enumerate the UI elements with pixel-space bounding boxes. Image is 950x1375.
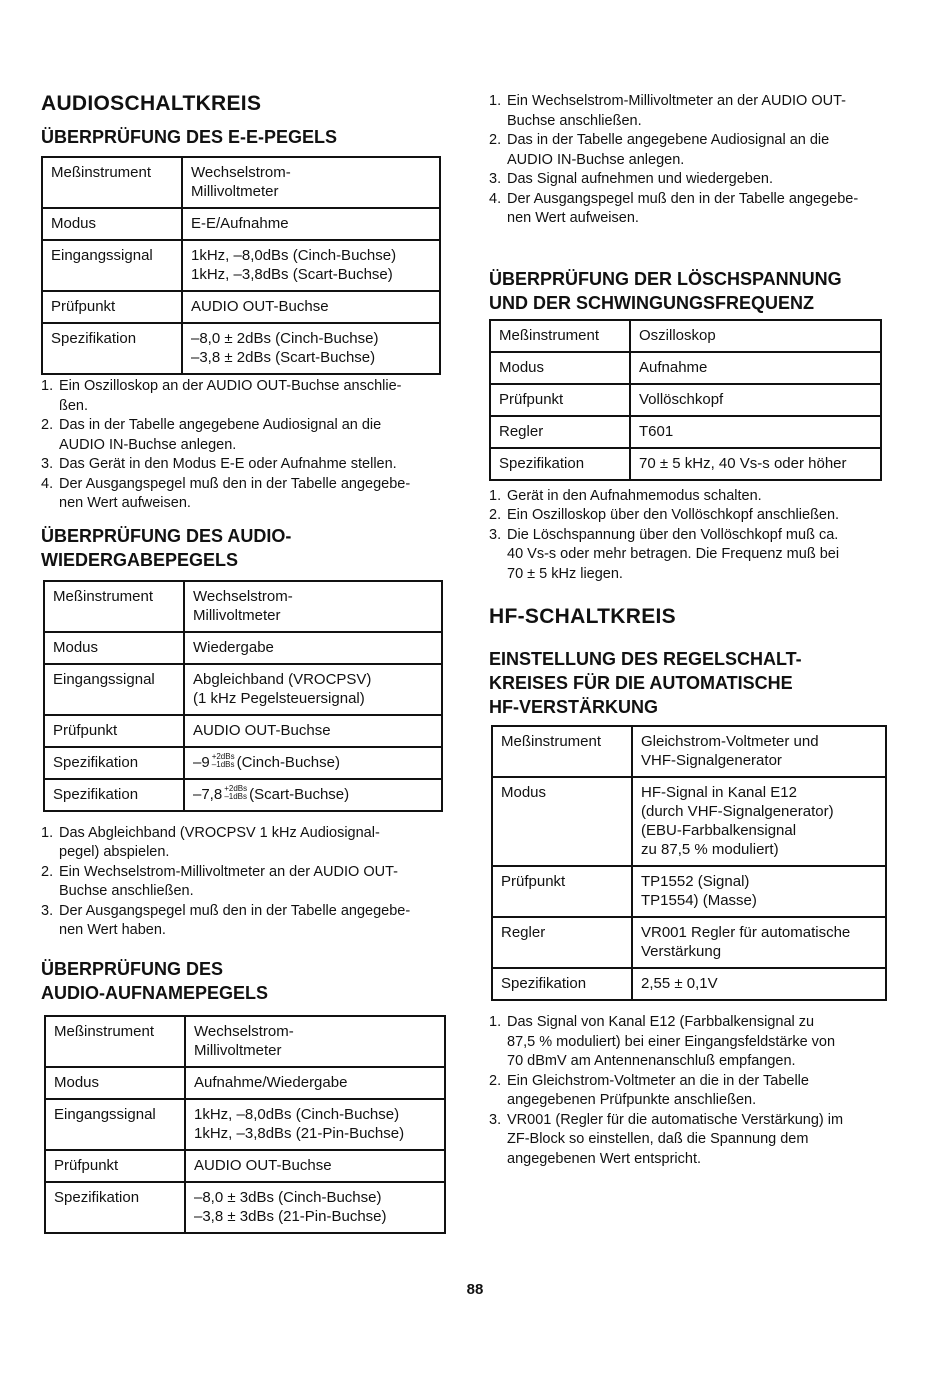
table-record-level (44, 1015, 446, 1234)
table-value: Oszilloskop (630, 320, 881, 352)
table-row (45, 1182, 445, 1233)
list-item: 4. Der Ausgangspegel muß den in der Tabelle angegebe- nen Wert aufweisen. (489, 190, 859, 226)
table-key: Meßinstrument (45, 1016, 185, 1067)
table-value: AUDIO OUT-Buchse (184, 715, 442, 747)
table-key: Prüfpunkt (42, 291, 182, 323)
table-row (42, 240, 440, 291)
table-row (490, 448, 881, 480)
list-item: 2. Das in der Tabelle angegebene Audiosignal an die AUDIO IN-Buchse anlegen. (41, 417, 382, 453)
table-key: Regler (492, 917, 632, 968)
table-key: Modus (490, 352, 630, 384)
table-value: –7,8 +2dBs –1dBs (Scart-Buchse) (184, 779, 442, 811)
table-key: Meßinstrument (42, 157, 182, 208)
table-key: Modus (45, 1067, 185, 1099)
table-key: Prüfpunkt (492, 866, 632, 917)
table-key: Prüfpunkt (44, 715, 184, 747)
tolerance-stack: +2dBs –1dBs (211, 751, 235, 769)
table-row (490, 352, 881, 384)
table-value: VR001 Regler für automatische Verstärkung (632, 917, 886, 968)
list-item: 1. Ein Oszilloskop an der AUDIO OUT-Buchse anschlie- ßen. (41, 378, 402, 414)
table-key: Modus (44, 632, 184, 664)
table-row (44, 779, 442, 811)
table-ee-level (41, 156, 441, 375)
table-key: Spezifikation (42, 323, 182, 374)
table-row (44, 747, 442, 779)
table-value: AUDIO OUT-Buchse (185, 1150, 445, 1182)
list-item: 2. Ein Oszilloskop über den Vollöschkopf anschließen. (489, 507, 840, 523)
list-item: 3. Das Signal aufnehmen und wiedergeben. (489, 171, 774, 187)
section-title-hf: HF-SCHALTKREIS (489, 605, 676, 628)
table-value: –9 +2dBs –1dBs (Cinch-Buchse) (184, 747, 442, 779)
section-title-audio: AUDIOSCHALTKREIS (41, 92, 262, 115)
table-row (42, 291, 440, 323)
heading-erase-voltage: ÜBERPRÜFUNG DER LÖSCHSPANNUNG UND DER SCHWINGUNGSFREQUENZ (489, 268, 842, 313)
steps-playback-level (41, 824, 446, 941)
table-value: Wechselstrom- Millivoltmeter (185, 1016, 445, 1067)
table-row (490, 320, 881, 352)
table-key: Prüfpunkt (45, 1150, 185, 1182)
table-key: Eingangssignal (42, 240, 182, 291)
table-value: 1kHz, –8,0dBs (Cinch-Buchse) 1kHz, –3,8dBs (21-Pin-Buchse) (185, 1099, 445, 1150)
table-value: E-E/Aufnahme (182, 208, 440, 240)
table-value: Wiedergabe (184, 632, 442, 664)
table-row (45, 1016, 445, 1067)
steps-record-level (489, 92, 889, 229)
table-value: –8,0 ± 3dBs (Cinch-Buchse) –3,8 ± 3dBs (21-Pin-Buchse) (185, 1182, 445, 1233)
table-value: –8,0 ± 2dBs (Cinch-Buchse) –3,8 ± 2dBs (Scart-Buchse) (182, 323, 440, 374)
table-row (45, 1067, 445, 1099)
table-row (492, 917, 886, 968)
right-column (489, 92, 889, 1169)
table-row (44, 715, 442, 747)
table-key: Spezifikation (44, 747, 184, 779)
list-item: 1. Das Abgleichband (VROCPSV 1 kHz Audiosignal- pegel) abspielen. (41, 824, 380, 860)
table-key: Spezifikation (45, 1182, 185, 1233)
table-value: 70 ± 5 kHz, 40 Vs-s oder höher (630, 448, 881, 480)
table-value: AUDIO OUT-Buchse (182, 291, 440, 323)
table-row (492, 726, 886, 777)
page-number: 88 (466, 1281, 484, 1298)
heading-playback-level: ÜBERPRÜFUNG DES AUDIO- WIEDERGABEPEGELS (41, 525, 292, 570)
heading-agc-adjust: EINSTELLUNG DES REGELSCHALT- KREISES FÜR DIE AUTOMATISCHE HF-VERSTÄRKUNG (489, 649, 802, 717)
list-item: 1. Das Signal von Kanal E12 (Farbbalkensignal zu 87,5 % moduliert) bei einer Eingangsfeldstärke von 70 dBmV am Antennenanschluß empfangen. (489, 1014, 836, 1069)
steps-agc-adjust (489, 1013, 887, 1169)
table-row (44, 664, 442, 715)
table-key: Eingangssignal (45, 1099, 185, 1150)
list-item: 3. Das Gerät in den Modus E-E oder Aufnahme stellen. (41, 456, 397, 472)
table-key: Eingangssignal (44, 664, 184, 715)
table-value: 1kHz, –8,0dBs (Cinch-Buchse) 1kHz, –3,8dBs (Scart-Buchse) (182, 240, 440, 291)
list-item: 4. Der Ausgangspegel muß den in der Tabelle angegebe- nen Wert aufweisen. (41, 475, 411, 511)
table-value: Abgleichband (VROCPSV) (1 kHz Pegelsteuersignal) (184, 664, 442, 715)
table-key: Regler (490, 416, 630, 448)
table-value: 2,55 ± 0,1V (632, 968, 886, 1000)
table-row (42, 323, 440, 374)
list-item: 2. Das in der Tabelle angegebene Audiosignal an die AUDIO IN-Buchse anlegen. (489, 132, 830, 168)
tolerance-stack: +2dBs –1dBs (224, 783, 248, 801)
table-value: Aufnahme/Wiedergabe (185, 1067, 445, 1099)
table-row (42, 157, 440, 208)
table-value: Wechselstrom- Millivoltmeter (184, 581, 442, 632)
table-agc-adjust (491, 725, 887, 1001)
table-value: HF-Signal in Kanal E12 (durch VHF-Signalgenerator) (EBU-Farbbalkensignal zu 87,5 % moduliert) (632, 777, 886, 866)
list-item: 3. Die Löschspannung über den Vollöschkopf muß ca. 40 Vs-s oder mehr betragen. Die Frequenz muß bei 70 ± 5 kHz liegen. (489, 526, 840, 582)
table-key: Spezifikation (492, 968, 632, 1000)
table-key: Meßinstrument (492, 726, 632, 777)
steps-ee-level (41, 377, 446, 514)
table-row (42, 208, 440, 240)
list-item: 1. Ein Wechselstrom-Millivoltmeter an der AUDIO OUT- Buchse anschließen. (489, 93, 846, 129)
table-row (490, 384, 881, 416)
heading-ee-level: ÜBERPRÜFUNG DES E-E-PEGELS (41, 127, 338, 147)
table-value: TP1552 (Signal) TP1554) (Masse) (632, 866, 886, 917)
table-row (44, 581, 442, 632)
table-key: Modus (492, 777, 632, 866)
table-key: Prüfpunkt (490, 384, 630, 416)
table-row (45, 1150, 445, 1182)
list-item: 3. Der Ausgangspegel muß den in der Tabelle angegebe- nen Wert haben. (41, 902, 411, 938)
table-row (492, 968, 886, 1000)
table-value: Wechselstrom- Millivoltmeter (182, 157, 440, 208)
list-item: 2. Ein Gleichstrom-Voltmeter an die in der Tabelle angegebenen Prüfpunkte anschließen. (489, 1072, 809, 1108)
table-row (490, 416, 881, 448)
table-value: Gleichstrom-Voltmeter und VHF-Signalgenerator (632, 726, 886, 777)
heading-record-level: ÜBERPRÜFUNG DES AUDIO-AUFNAMEPEGELS (41, 958, 269, 1003)
table-value: Aufnahme (630, 352, 881, 384)
list-item: 3. VR001 (Regler für die automatische Verstärkung) im ZF-Block so einstellen, daß die Spannung dem angegebenen Wert entspricht. (489, 1111, 844, 1167)
table-row (492, 777, 886, 866)
list-item: 1. Gerät in den Aufnahmemodus schalten. (489, 487, 762, 504)
table-playback-level (43, 580, 443, 812)
table-key: Spezifikation (44, 779, 184, 811)
table-erase-voltage (489, 319, 882, 481)
left-column (41, 92, 446, 1234)
table-key: Meßinstrument (490, 320, 630, 352)
table-row (492, 866, 886, 917)
list-item: 2. Ein Wechselstrom-Millivoltmeter an der AUDIO OUT- Buchse anschließen. (41, 863, 398, 899)
table-value: Vollöschkopf (630, 384, 881, 416)
table-row (45, 1099, 445, 1150)
table-key: Spezifikation (490, 448, 630, 480)
steps-erase-voltage (489, 487, 889, 585)
table-value: T601 (630, 416, 881, 448)
table-key: Meßinstrument (44, 581, 184, 632)
table-row (44, 632, 442, 664)
table-key: Modus (42, 208, 182, 240)
